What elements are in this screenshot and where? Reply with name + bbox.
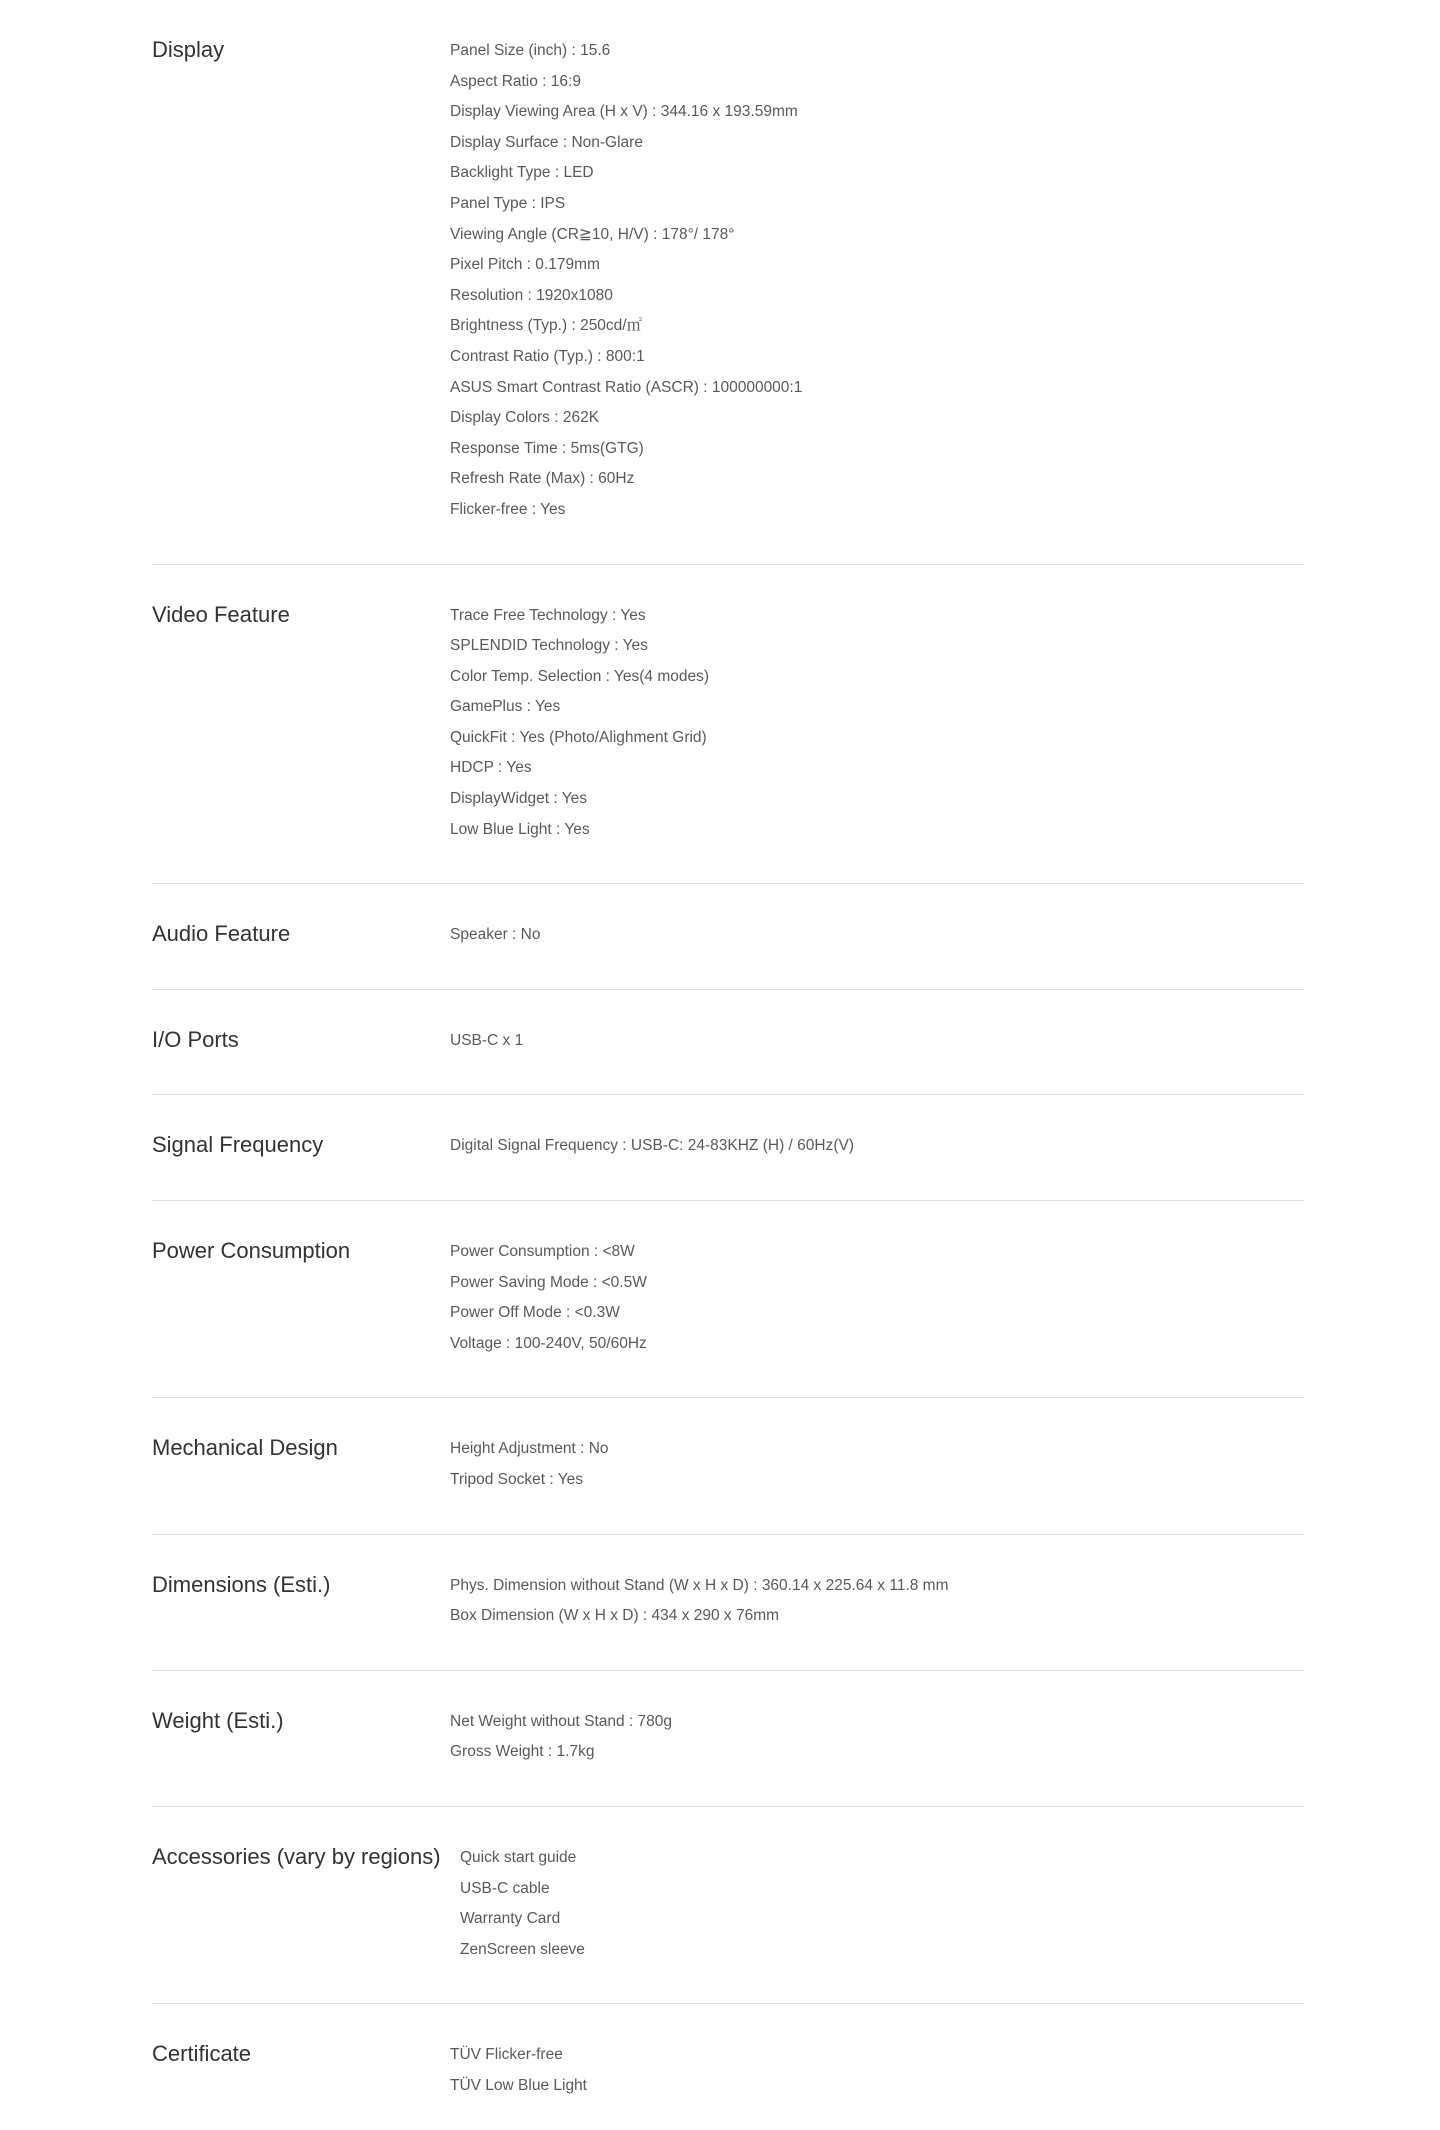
spec-value: Panel Type : IPS — [450, 194, 566, 212]
spec-value: Trace Free Technology : Yes — [450, 606, 646, 624]
spec-row — [152, 1398, 1304, 1534]
spec-value-list — [450, 1131, 854, 1162]
spec-value: Backlight Type : LED — [450, 164, 594, 182]
spec-value: Display Colors : 262K — [450, 409, 600, 427]
spec-value: GamePlus : Yes — [450, 698, 561, 716]
spec-category-title: Mechanical Design — [152, 1435, 338, 1461]
spec-value: Quick start guide — [460, 1848, 577, 1866]
spec-value: Pixel Pitch : 0.179mm — [450, 256, 600, 274]
spec-value-list — [450, 1571, 949, 1632]
spec-value-list — [450, 1434, 609, 1495]
spec-category-title: Display — [152, 37, 225, 62]
spec-value: USB-C x 1 — [450, 1031, 524, 1049]
spec-value: Display Surface : Non-Glare — [450, 133, 643, 151]
spec-value: Speaker : No — [450, 926, 541, 944]
spec-category-title: Accessories (vary by regions) — [152, 1843, 441, 1869]
spec-value: Tripod Socket : Yes — [450, 1471, 583, 1488]
spec-value: Low Blue Light : Yes — [450, 820, 590, 838]
spec-table — [152, 0, 1304, 2102]
spec-value: Power Consumption : <8W — [450, 1243, 635, 1261]
spec-value: Response Time : 5ms(GTG) — [450, 439, 644, 457]
spec-value-list — [450, 1843, 585, 1965]
spec-value: Gross Weight : 1.7kg — [450, 1743, 595, 1761]
spec-value-list — [450, 1707, 672, 1768]
spec-value: TÜV Low Blue Light — [450, 2076, 587, 2094]
spec-value: Panel Size (inch) : 15.6 — [450, 42, 611, 59]
spec-value: Brightness (Typ.) : 250cd/㎡ — [450, 317, 643, 335]
spec-value: ASUS Smart Contrast Ratio (ASCR) : 100000000:1 — [450, 378, 803, 396]
spec-category-title: Weight (Esti.) — [152, 1707, 284, 1733]
spec-value: HDCP : Yes — [450, 759, 532, 777]
spec-value-list — [450, 1237, 647, 1359]
spec-value: Aspect Ratio : 16:9 — [450, 72, 581, 90]
spec-value: Contrast Ratio (Typ.) : 800:1 — [450, 347, 645, 365]
spec-category-title: Signal Frequency — [152, 1132, 324, 1158]
spec-value: Power Off Mode : <0.3W — [450, 1304, 620, 1322]
spec-value: Box Dimension (W x H x D) : 434 x 290 x 76mm — [450, 1607, 780, 1625]
spec-value-list — [450, 36, 802, 526]
spec-value: SPLENDID Technology : Yes — [450, 637, 648, 655]
spec-category-title: Audio Feature — [152, 921, 291, 947]
spec-value: Digital Signal Frequency : USB-C: 24-83KHZ (H) / 60Hz(V) — [450, 1137, 854, 1155]
spec-value: Display Viewing Area (H x V) : 344.16 x 193.59mm — [450, 103, 798, 121]
spec-value: Color Temp. Selection : Yes(4 modes) — [450, 667, 710, 685]
spec-value: Viewing Angle (CR≧10, H/V) : 178°/ 178° — [450, 225, 735, 243]
spec-row — [152, 1201, 1304, 1398]
spec-value: Voltage : 100-240V, 50/60Hz — [450, 1334, 647, 1352]
spec-value: Refresh Rate (Max) : 60Hz — [450, 470, 635, 488]
spec-value: QuickFit : Yes (Photo/Alighment Grid) — [450, 728, 707, 746]
spec-value: TÜV Flicker-free — [450, 2046, 563, 2064]
spec-category-title: Video Feature — [152, 601, 290, 627]
spec-category-title: I/O Ports — [152, 1026, 239, 1052]
spec-value: Warranty Card — [460, 1910, 561, 1928]
spec-value-list — [450, 2040, 587, 2101]
spec-value: ZenScreen sleeve — [460, 1940, 585, 1958]
spec-row — [152, 990, 1304, 1096]
spec-value: Resolution : 1920x1080 — [450, 286, 613, 304]
spec-row — [152, 0, 1304, 565]
spec-category-title: Dimensions (Esti.) — [152, 1571, 331, 1597]
spec-value-list — [450, 601, 709, 846]
spec-value-list — [450, 920, 540, 951]
spec-value: USB-C cable — [460, 1879, 550, 1897]
spec-value-list — [450, 1026, 523, 1057]
spec-row — [152, 1671, 1304, 1807]
spec-row — [152, 565, 1304, 885]
spec-row — [152, 884, 1304, 990]
spec-value: Height Adjustment : No — [450, 1440, 609, 1458]
spec-value: Phys. Dimension without Stand (W x H x D) : 360.14 x 225.64 x 11.8 mm — [450, 1576, 949, 1594]
spec-value: Flicker-free : Yes — [450, 500, 566, 518]
spec-value: DisplayWidget : Yes — [450, 790, 587, 808]
spec-row — [152, 1535, 1304, 1671]
spec-row — [152, 1095, 1304, 1201]
spec-category-title: Certificate — [152, 2041, 252, 2067]
spec-row — [152, 1807, 1304, 2004]
spec-value: Power Saving Mode : <0.5W — [450, 1273, 647, 1291]
spec-value: Net Weight without Stand : 780g — [450, 1712, 673, 1730]
spec-category-title: Power Consumption — [152, 1238, 351, 1264]
spec-row — [152, 2004, 1304, 2101]
